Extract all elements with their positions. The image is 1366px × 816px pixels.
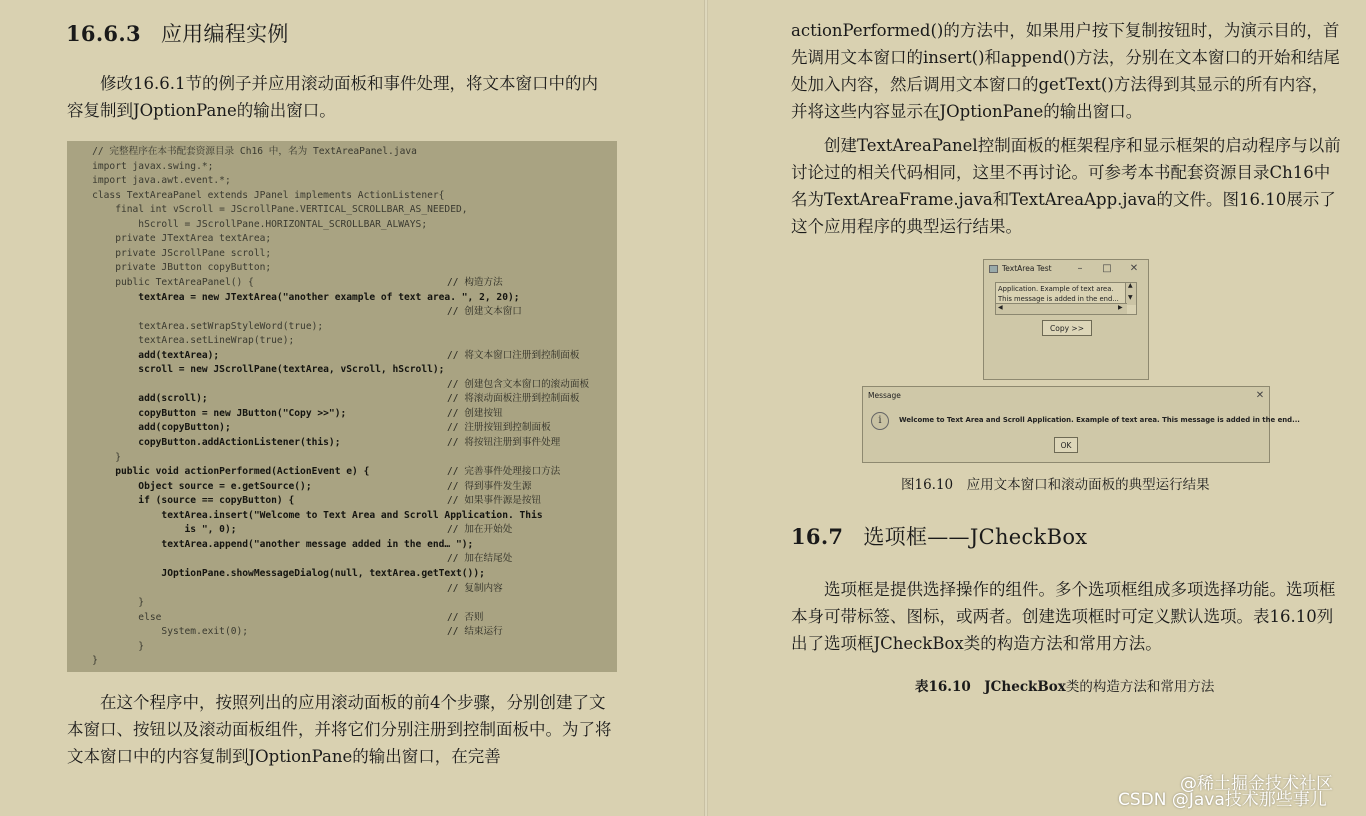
heading-number: 16.7: [791, 524, 844, 549]
code-block: [67, 141, 617, 672]
message-dialog: [862, 386, 1300, 463]
code-line: }: [69, 451, 121, 463]
code-line: }: [69, 640, 145, 652]
code-line: hScroll = JScrollPane.HORIZONTAL_SCROLLBAR_ALWAYS;: [69, 218, 428, 230]
code-comment: // 否则: [447, 611, 484, 623]
heading-title: 选项框——JCheckBox: [863, 525, 1088, 549]
dialog-message: Welcome to Text Area and Scroll Application. Example of text area. This message is added in the end...: [899, 416, 1300, 424]
code-line: class TextAreaPanel extends JPanel implements ActionListener{: [69, 189, 445, 201]
code-comment: // 构造方法: [447, 276, 503, 288]
continued-paragraph: actionPerformed()的方法中，如果用户按下复制按钮时，为演示目的，首先调用文本窗口的insert()和append()方法，分别在文本窗口的开始和结尾处加入内容，然后调用文本窗口的getText()方法得到其显示的所有内容，并将这些内容显示在JOptionPane的输出窗口。: [791, 21, 1340, 121]
code-line: Object source = e.getSource();: [69, 480, 312, 492]
scroll-left-icon[interactable]: ◀: [998, 304, 1003, 311]
code-line: }: [69, 655, 98, 667]
window-titlebar: [984, 260, 1148, 278]
code-line: import javax.swing.*;: [69, 160, 214, 172]
code-comment: // 创建包含文本窗口的滚动面板: [447, 378, 590, 390]
scroll-right-icon[interactable]: ▶: [1118, 304, 1123, 311]
dialog-titlebar: [863, 387, 1269, 405]
minimize-icon[interactable]: –: [1077, 263, 1083, 274]
code-line: copyButton.addActionListener(this);: [69, 437, 341, 448]
code-line: public TextAreaPanel() {: [69, 276, 254, 288]
code-line: textArea.append("another message added in the end… ");: [69, 538, 474, 550]
code-line: textArea.setWrapStyleWord(true);: [69, 320, 324, 332]
info-icon: i: [871, 412, 889, 430]
section-heading-16-7: [791, 521, 1087, 551]
code-line: private JScrollPane scroll;: [69, 247, 272, 259]
code-comment: // 注册按钮到控制面板: [447, 422, 551, 434]
table-caption-class: JCheckBox: [984, 679, 1066, 695]
code-line: // 完整程序在本书配套资源目录 Ch16 中，名为 TextAreaPanel.java: [69, 146, 417, 157]
code-line: import java.awt.event.*;: [69, 175, 231, 187]
code-line: if (source == copyButton) {: [69, 495, 295, 507]
close-icon[interactable]: ✕: [1255, 390, 1265, 401]
table-caption-number: 表16.10: [915, 679, 971, 695]
java-app-icon: [989, 265, 998, 273]
code-line: add(copyButton);: [69, 422, 231, 434]
maximize-icon[interactable]: □: [1102, 263, 1112, 274]
code-comment: // 复制内容: [447, 582, 503, 594]
watermark-csdn: CSDN @Java技术那些事儿: [1118, 790, 1327, 810]
code-line: final int vScroll = JScrollPane.VERTICAL_SCROLLBAR_AS_NEEDED,: [69, 204, 468, 216]
vertical-scrollbar[interactable]: [1125, 283, 1136, 305]
code-comment: // 如果事件源是按钮: [447, 495, 542, 507]
code-line: add(scroll);: [69, 393, 208, 405]
copy-button[interactable]: Copy >>: [1042, 320, 1092, 336]
code-comment: // 加在结尾处: [447, 553, 513, 565]
checkbox-paragraph: 选项框是提供选择操作的组件。多个选项框组成多项选择功能。选项框本身可带标签、图标，或两者。创建选项框时可定义默认选项。表16.10列出了选项框JCheckBox类的构造方法和常用方法。: [791, 580, 1336, 653]
framework-paragraph: 创建TextAreaPanel控制面板的框架程序和显示框架的启动程序与以前讨论过的相关代码相同，这里不再讨论。可参考本书配套资源目录Ch16中名为TextAreaFrame.java和TextAreaApp.java的文件。图16.10展示了这个应用程序的典型运行结果。: [791, 136, 1341, 236]
code-line: add(textArea);: [69, 349, 220, 361]
code-line: private JTextArea textArea;: [69, 233, 272, 245]
code-comment: // 得到事件发生源: [447, 480, 532, 492]
body-paragraph: 在这个程序中，按照列出的应用滚动面板的前4个步骤，分别创建了文本窗口、按钮以及滚动面板组件，并将它们分别注册到控制面板中。为了将文本窗口中的内容复制到JOptionPane的输出窗口，在完善: [67, 693, 612, 766]
intro-paragraph: 修改16.6.1节的例子并应用滚动面板和事件处理，将文本窗口中的内容复制到JOptionPane的输出窗口。: [67, 74, 598, 120]
figure-caption: 图16.10 应用文本窗口和滚动面板的典型运行结果: [901, 477, 1210, 493]
horizontal-scrollbar[interactable]: [996, 303, 1127, 314]
code-line: copyButton = new JButton("Copy >>");: [69, 407, 347, 419]
code-comment: // 将文本窗口注册到控制面板: [447, 349, 580, 361]
textarea-test-window: [983, 259, 1149, 380]
scroll-up-icon[interactable]: ▲: [1128, 282, 1133, 289]
code-comment: // 完善事件处理接口方法: [447, 466, 561, 478]
code-comment: // 将滚动面板注册到控制面板: [447, 393, 580, 405]
table-caption-text: 类的构造方法和常用方法: [1065, 679, 1215, 695]
code-line: scroll = new JScrollPane(textArea, vScroll, hScroll);: [69, 364, 445, 376]
code-comment: // 创建按钮: [447, 407, 503, 419]
code-line: private JButton copyButton;: [69, 262, 272, 274]
code-line: textArea.insert("Welcome to Text Area and Scroll Application. This: [69, 509, 543, 521]
right-page: [708, 0, 1366, 816]
heading-number: 16.6.3: [66, 21, 141, 46]
code-comment: // 结束运行: [447, 626, 503, 638]
code-comment: // 创建文本窗口: [447, 306, 522, 318]
scrollable-text-area[interactable]: [995, 282, 1137, 315]
code-line: JOptionPane.showMessageDialog(null, textArea.getText());: [69, 567, 485, 579]
dialog-title: Message: [868, 391, 901, 400]
heading-title: 应用编程实例: [160, 22, 289, 46]
code-line: is ", 0);: [69, 524, 237, 536]
code-line: textArea = new JTextArea("another example of text area. ", 2, 20);: [69, 291, 520, 303]
code-line: public void actionPerformed(ActionEvent e) {: [69, 466, 370, 478]
code-line: textArea.setLineWrap(true);: [69, 335, 295, 347]
code-comment: // 将按钮注册到事件处理: [447, 437, 561, 448]
section-heading-16-6-3: [66, 18, 289, 48]
table-caption: [915, 675, 1214, 695]
code-line: else: [69, 611, 162, 623]
text-line-1: Application. Example of text area.: [998, 285, 1114, 293]
ok-button[interactable]: OK: [1054, 437, 1078, 453]
window-title: TextArea Test: [1002, 264, 1052, 273]
code-line: }: [69, 597, 145, 609]
text-line-2: This message is added in the end...: [998, 295, 1119, 303]
close-icon[interactable]: ✕: [1129, 263, 1139, 274]
code-line: System.exit(0);: [69, 626, 249, 638]
watermark-juejin: @稀土掘金技术社区: [1180, 774, 1333, 794]
code-comment: // 加在开始处: [447, 524, 513, 536]
scroll-down-icon[interactable]: ▼: [1128, 294, 1133, 301]
